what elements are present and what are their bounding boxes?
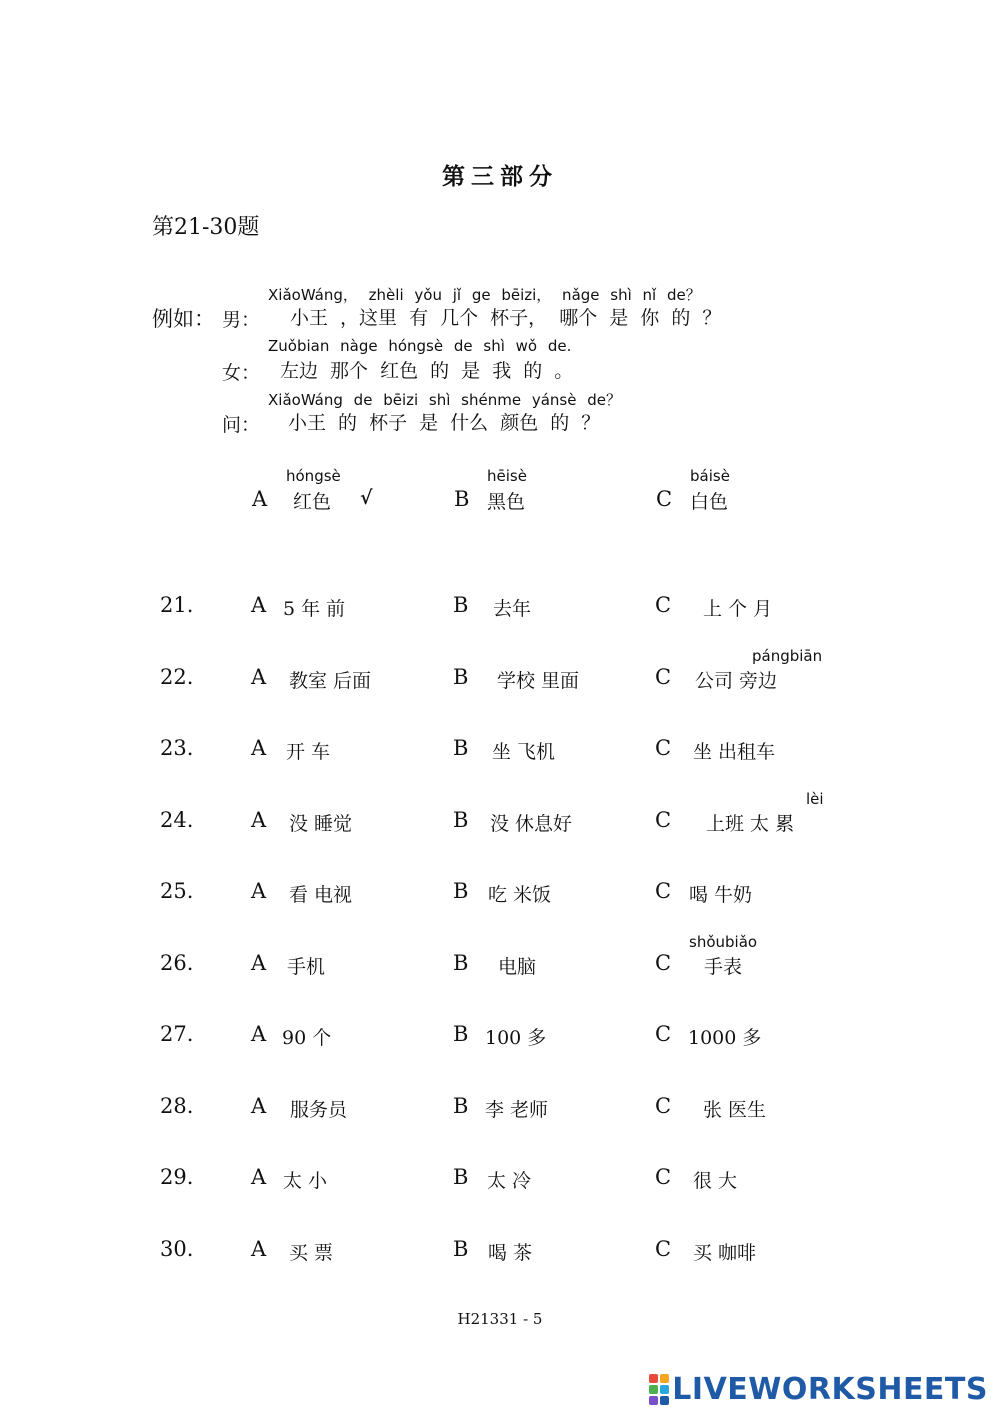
option-a-letter: A [251,808,267,832]
option-a-letter: A [251,951,267,975]
option-b-letter: B [453,879,469,903]
speaker-question: 问： [222,414,261,436]
option-c-text: 1000 多 [688,1027,762,1049]
question-row [0,879,1000,909]
option-c-letter: C [655,1094,672,1118]
option-a-text: 看 电视 [289,884,353,906]
example-option-c-letter: C [656,487,673,511]
example-text-1: 小王 ，这里 有 几个 杯子， 哪个 是 你 的 ？ [290,307,722,329]
option-a-letter: A [251,879,267,903]
option-c-text: 买 咖啡 [693,1242,757,1264]
option-a-letter: A [251,736,267,760]
example-text-3: 小王 的 杯子 是 什么 颜色 的 ？ [288,412,601,434]
option-b-letter: B [453,665,469,689]
option-a-text: 没 睡觉 [289,813,353,835]
option-b-text: 吃 米饭 [488,884,552,906]
option-b-text: 坐 飞机 [492,741,556,763]
option-a-text: 90 个 [282,1027,332,1049]
option-a-letter: A [251,1237,267,1261]
option-b-text: 太 冷 [487,1170,532,1192]
example-pinyin-1: XiǎoWáng， zhèli yǒu jǐ ge bēizi， nǎge shì nǐ de？ [268,286,701,304]
question-row [0,1165,1000,1195]
speaker-female: 女： [222,362,261,384]
question-row [0,647,1000,695]
checkmark-icon: √ [360,487,373,509]
option-b-letter: B [453,1237,469,1261]
logo-block [660,1374,669,1383]
option-b-letter: B [453,1094,469,1118]
option-b-text: 100 多 [485,1027,547,1049]
option-b-letter: B [453,808,469,832]
option-c-letter: C [655,808,672,832]
liveworksheets-logo [649,1372,988,1407]
option-c-text: 很 大 [693,1170,738,1192]
example-option-b-pinyin: hēisè [487,467,527,485]
example-label: 例如： [152,307,215,331]
example-option-c-pinyin: báisè [690,467,730,485]
question-number: 22. [160,665,194,689]
option-c-letter: C [655,736,672,760]
question-number: 23. [160,736,194,760]
brand-name: LIVEWORKSHEETS [672,1372,988,1407]
option-a-letter: A [251,1165,267,1189]
option-a-text: 教室 后面 [289,670,372,692]
option-b-text: 喝 茶 [488,1242,533,1264]
question-number: 28. [160,1094,194,1118]
question-number: 21. [160,593,194,617]
question-row [0,1094,1000,1124]
option-a-text: 买 票 [289,1242,334,1264]
example-option-a-letter: A [252,487,268,511]
option-a-text: 太 小 [283,1170,328,1192]
option-b-letter: B [453,593,469,617]
question-number: 25. [160,879,194,903]
question-row [0,790,1000,838]
option-c-letter: C [655,1165,672,1189]
logo-block [660,1396,669,1405]
question-number: 29. [160,1165,194,1189]
option-b-text: 电脑 [498,956,537,978]
option-b-letter: B [453,736,469,760]
option-c-letter: C [655,593,672,617]
page-footer: H21331 - 5 [457,1310,543,1328]
example-option-a-text: 红色 [293,491,332,513]
option-c-text: 公司 旁边 [695,670,778,692]
example-option-a-pinyin: hóngsè [286,467,341,485]
option-b-letter: B [453,951,469,975]
option-c-letter: C [655,665,672,689]
question-number: 27. [160,1022,194,1046]
example-option-b-letter: B [454,487,470,511]
option-b-text: 去年 [493,598,532,620]
option-c-pinyin: pángbiān [752,647,823,665]
option-c-letter: C [655,879,672,903]
speaker-male: 男： [222,309,261,331]
logo-block [649,1385,658,1394]
option-a-letter: A [251,1022,267,1046]
option-c-text: 上 个 月 [703,598,773,620]
option-a-text: 服务员 [290,1099,348,1121]
option-a-letter: A [251,1094,267,1118]
example-text-2: 左边 那个 红色 的 是 我 的 。 [280,360,574,382]
option-c-letter: C [655,1237,672,1261]
option-c-text: 喝 牛奶 [689,884,753,906]
option-c-text: 上班 太 累 [706,813,795,835]
question-number: 24. [160,808,194,832]
logo-blocks-icon [649,1374,669,1405]
option-c-pinyin: shǒubiǎo [689,933,758,951]
option-c-text: 坐 出租车 [693,741,776,763]
option-c-pinyin: lèi [806,790,824,808]
option-c-letter: C [655,1022,672,1046]
logo-block [649,1374,658,1383]
option-b-text: 李 老师 [485,1099,549,1121]
option-a-text: 5 年 前 [283,598,346,620]
option-c-text: 手表 [704,956,743,978]
example-option-b-text: 黑色 [487,491,526,513]
question-row [0,933,1000,981]
question-row [0,1022,1000,1052]
logo-block [649,1396,658,1405]
page-title: 第三部分 [442,163,558,190]
option-c-text: 张 医生 [703,1099,767,1121]
section-heading: 第21-30题 [152,215,260,240]
example-pinyin-2: Zuǒbian nàge hóngsè de shì wǒ de. [268,337,572,355]
example-pinyin-3: XiǎoWáng de bēizi shì shénme yánsè de？ [268,391,621,409]
option-a-letter: A [251,593,267,617]
question-number: 26. [160,951,194,975]
option-a-letter: A [251,665,267,689]
option-b-letter: B [453,1165,469,1189]
question-row [0,736,1000,766]
option-b-letter: B [453,1022,469,1046]
example-option-c-text: 白色 [690,491,729,513]
option-b-text: 学校 里面 [497,670,580,692]
question-row [0,1237,1000,1267]
option-a-text: 开 车 [286,741,331,763]
question-row [0,593,1000,623]
option-a-text: 手机 [287,956,326,978]
question-number: 30. [160,1237,194,1261]
logo-block [660,1385,669,1394]
option-c-letter: C [655,951,672,975]
option-b-text: 没 休息好 [490,813,573,835]
